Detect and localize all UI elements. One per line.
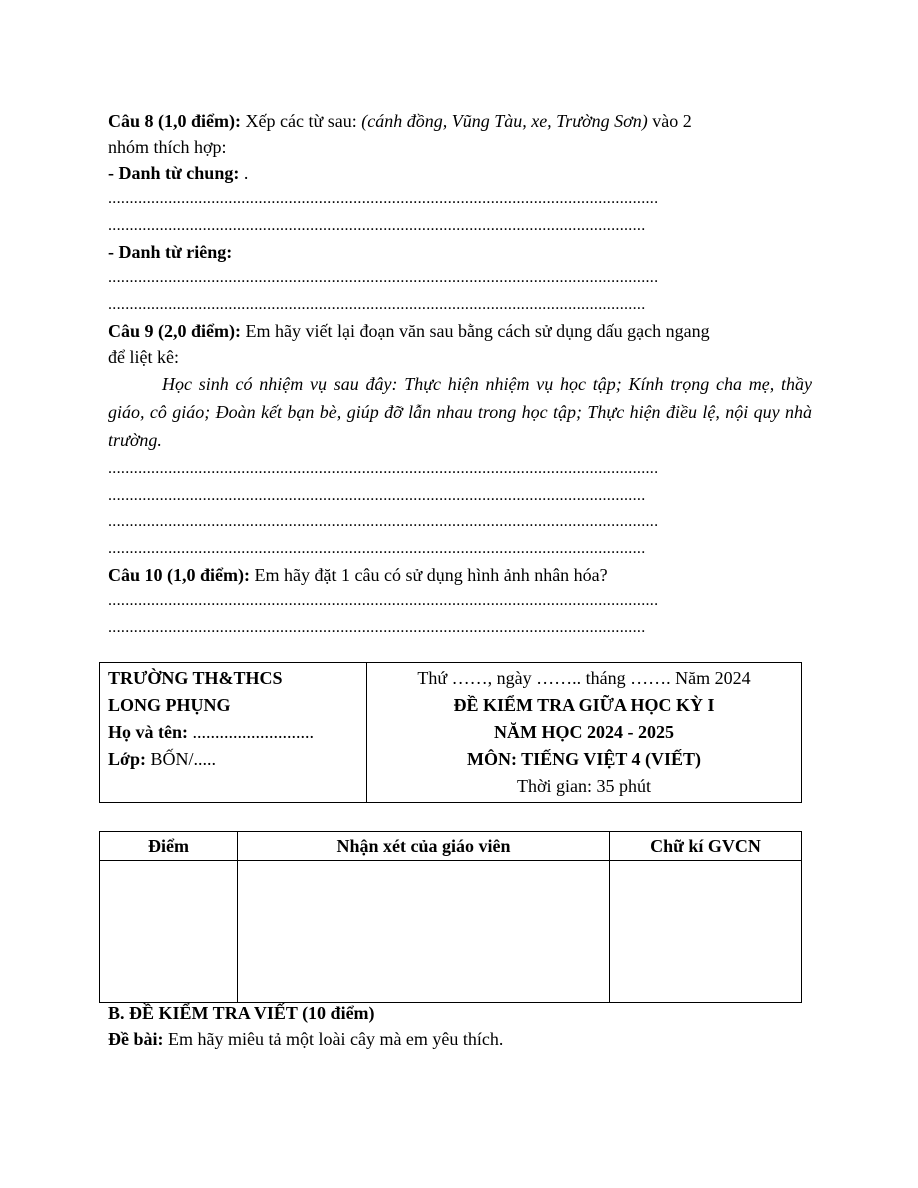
name-dots[interactable]: ........................... <box>188 722 314 742</box>
school-name-line1: TRƯỜNG TH&THCS <box>108 668 283 688</box>
class-value[interactable]: BỐN/..... <box>145 749 216 769</box>
prompt-text: Em hãy miêu tả một loài cây mà em yêu thích. <box>163 1029 504 1049</box>
answer-line[interactable]: ............................................................................................................................. <box>108 216 646 234</box>
common-noun-label: - Danh từ chung: <box>108 163 240 183</box>
school-year: NĂM HỌC 2024 - 2025 <box>494 722 674 742</box>
exam-time: Thời gian: 35 phút <box>516 776 651 796</box>
answer-line[interactable]: ............................................................................................................................. <box>108 539 646 557</box>
answer-line[interactable]: ................................................................................................................................ <box>108 190 659 207</box>
proper-noun-label: - Danh từ riêng: <box>108 242 233 262</box>
q10-line <box>108 562 812 588</box>
q8-line2: nhóm thích hợp: <box>108 137 227 157</box>
q8-label: Câu 8 (1,0 điểm): <box>108 111 241 131</box>
question-area <box>108 108 812 641</box>
teacher-comment-cell[interactable] <box>238 861 610 1003</box>
student-info-cell <box>100 663 367 803</box>
exam-header-table <box>99 662 802 803</box>
q9-passage: Học sinh có nhiệm vụ sau đây: Thực hiện nhiệm vụ học tập; Kính trọng cha mẹ, thầy giáo, cô giáo; Đoàn kết bạn bè, giúp đỡ lẫn nhau trong học tập; Thực hiện điều lệ, nội quy nhà trường. <box>108 374 812 450</box>
q8-tail: vào 2 <box>647 111 692 131</box>
signature-cell[interactable] <box>610 861 802 1003</box>
subject: MÔN: TIẾNG VIỆT 4 (VIẾT) <box>466 749 702 769</box>
name-label: Họ và tên: <box>108 722 188 742</box>
date-line: Thứ ……, ngày …….. tháng ……. Năm 2024 <box>417 668 751 688</box>
signature-header: Chữ kí GVCN <box>610 832 802 861</box>
q10-text: Em hãy đặt 1 câu có sử dụng hình ảnh nhân hóa? <box>250 565 608 585</box>
q8-words: (cánh đồng, Vũng Tàu, xe, Trường Sơn) <box>361 111 648 131</box>
answer-line[interactable]: ................................................................................................................................ <box>108 269 659 286</box>
q8-common-noun <box>108 160 812 186</box>
part-b-title: B. ĐỀ KIỂM TRA VIẾT (10 điểm) <box>108 1003 375 1023</box>
answer-line[interactable]: ............................................................................................................................. <box>108 618 646 636</box>
common-noun-tail: . <box>239 163 249 183</box>
answer-line[interactable]: ................................................................................................................................ <box>108 513 659 530</box>
class-row[interactable] <box>108 746 358 773</box>
answer-line[interactable]: ............................................................................................................................. <box>108 486 646 504</box>
part-b <box>108 1000 812 1052</box>
school-name-line2: LONG PHỤNG <box>108 695 231 715</box>
student-name-row[interactable] <box>108 719 358 746</box>
score-header: Điểm <box>100 832 238 861</box>
q9-line1 <box>108 318 812 344</box>
q9-line2: để liệt kê: <box>108 347 179 367</box>
q10-label: Câu 10 (1,0 điểm): <box>108 565 250 585</box>
q8-text: Xếp các từ sau: <box>241 111 362 131</box>
q9-label: Câu 9 (2,0 điểm): <box>108 321 241 341</box>
score-cell[interactable] <box>100 861 238 1003</box>
answer-line[interactable]: ................................................................................................................................ <box>108 592 659 609</box>
q8-line1 <box>108 108 812 134</box>
answer-line[interactable]: ................................................................................................................................ <box>108 460 659 477</box>
exam-info-cell <box>367 663 802 803</box>
prompt-label: Đề bài: <box>108 1029 164 1049</box>
teacher-comment-header: Nhận xét của giáo viên <box>238 832 610 861</box>
exam-title: ĐỀ KIỂM TRA GIỮA HỌC KỲ I <box>453 695 715 715</box>
essay-prompt <box>108 1026 812 1052</box>
class-label: Lớp: <box>108 749 146 769</box>
q9-text: Em hãy viết lại đoạn văn sau bằng cách sử dụng dấu gạch ngang <box>241 321 710 341</box>
answer-line[interactable]: ............................................................................................................................. <box>108 295 646 313</box>
grade-table <box>99 831 802 1003</box>
